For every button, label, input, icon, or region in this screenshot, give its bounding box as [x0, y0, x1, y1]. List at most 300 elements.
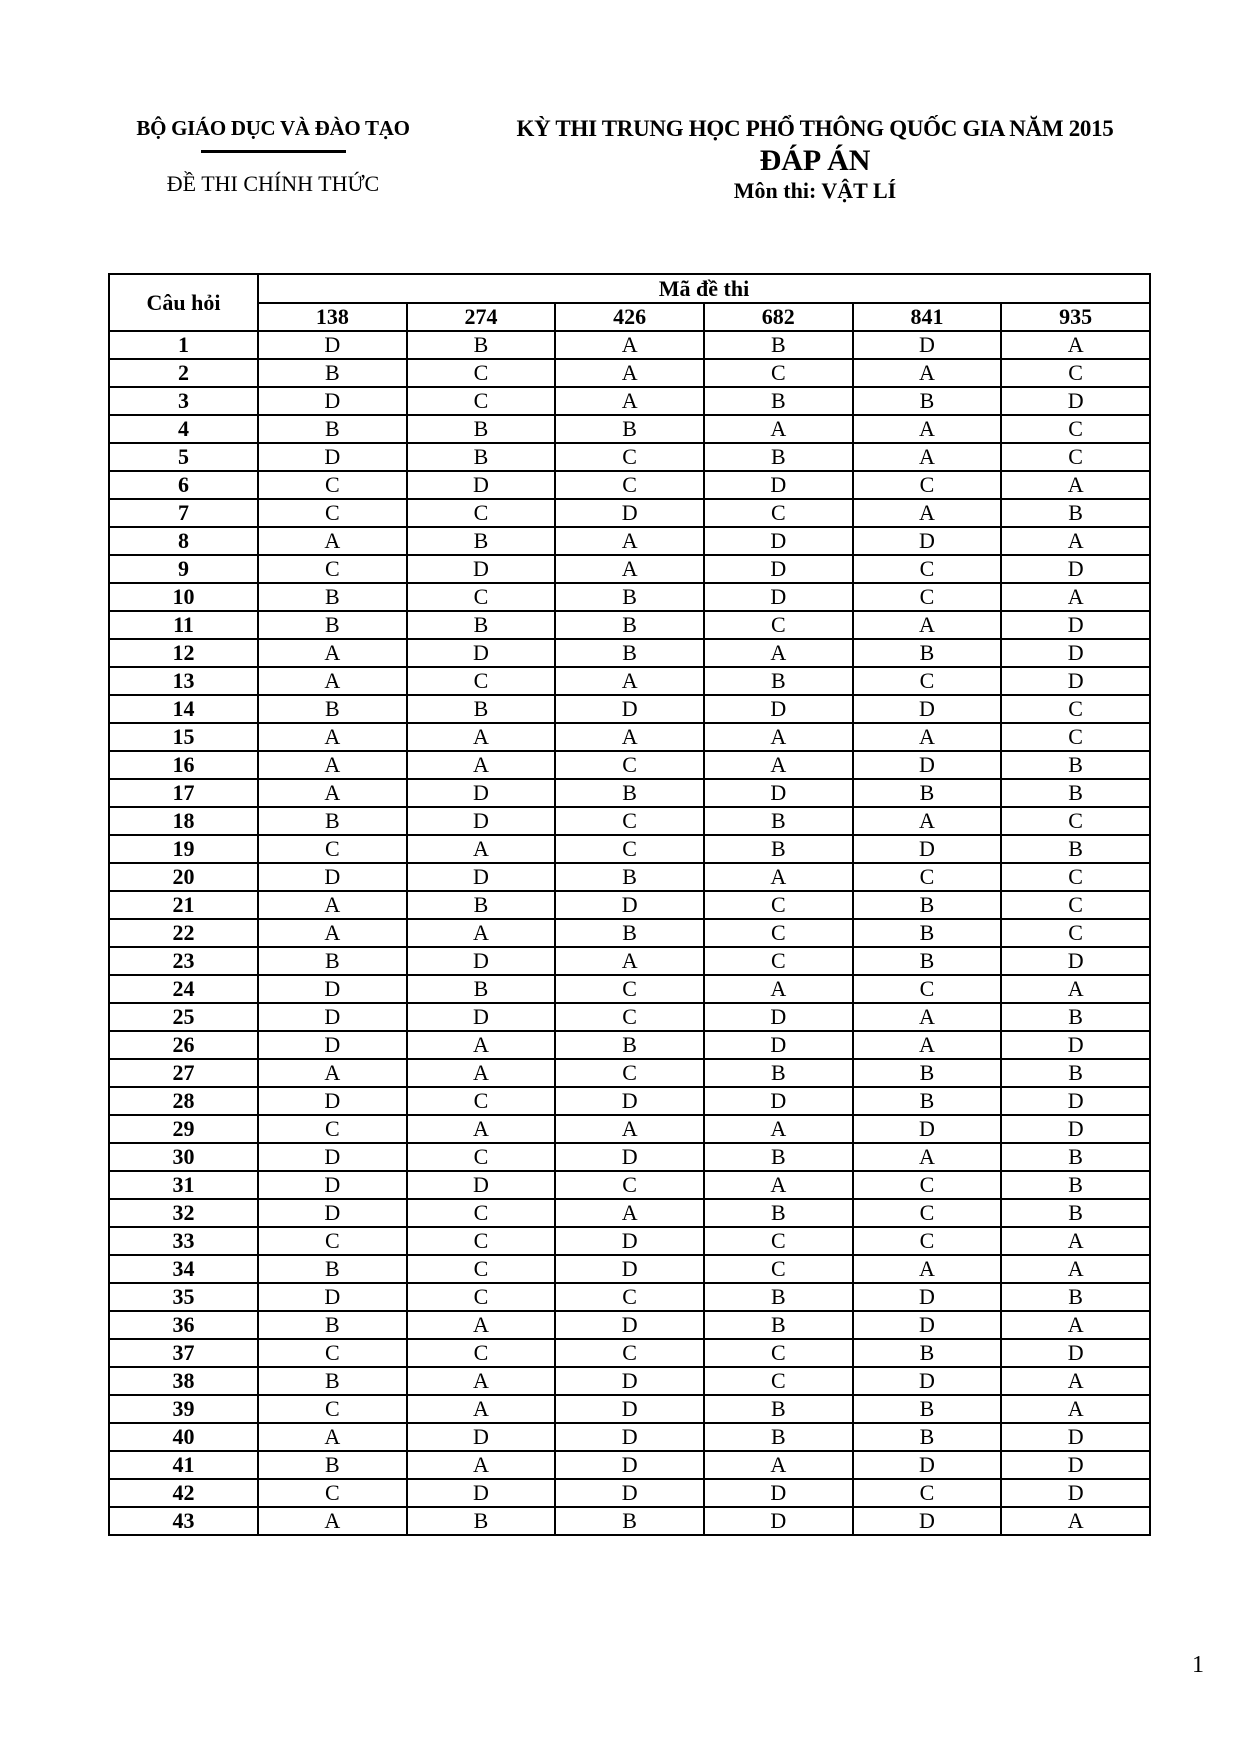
table-row [109, 1087, 1150, 1115]
answer-cell: B [704, 1199, 853, 1227]
answer-cell: B [1001, 1171, 1150, 1199]
answer-cell: C [555, 751, 704, 779]
answer-cell: A [853, 1255, 1002, 1283]
answer-cell: B [555, 639, 704, 667]
answer-cell: A [258, 1507, 407, 1535]
answer-cell: D [555, 1479, 704, 1507]
answer-cell: D [407, 1423, 556, 1451]
table-row [109, 499, 1150, 527]
answer-cell: C [407, 1227, 556, 1255]
answer-cell: B [853, 1087, 1002, 1115]
exam-title: KỲ THI TRUNG HỌC PHỔ THÔNG QUỐC GIA NĂM 2015 [516, 116, 1114, 141]
answer-cell: B [258, 611, 407, 639]
answer-cell: C [853, 471, 1002, 499]
question-number: 25 [109, 1003, 258, 1031]
question-number: 15 [109, 723, 258, 751]
question-number: 11 [109, 611, 258, 639]
answer-cell: C [704, 891, 853, 919]
title-block [470, 116, 1160, 204]
answer-cell: D [704, 527, 853, 555]
question-number: 5 [109, 443, 258, 471]
answer-cell: B [853, 779, 1002, 807]
table-row [109, 583, 1150, 611]
answer-cell: A [704, 723, 853, 751]
exam-code-group-header: Mã đề thi [258, 274, 1150, 303]
answer-cell: C [704, 359, 853, 387]
answer-cell: C [704, 611, 853, 639]
table-row [109, 1171, 1150, 1199]
answer-cell: D [1001, 387, 1150, 415]
answer-cell: B [407, 331, 556, 359]
answer-cell: B [1001, 1003, 1150, 1031]
table-row [109, 359, 1150, 387]
answer-cell: D [407, 947, 556, 975]
answer-cell: A [555, 387, 704, 415]
exam-code-header: 274 [407, 303, 556, 331]
table-row [109, 1199, 1150, 1227]
answer-cell: D [407, 863, 556, 891]
answer-cell: A [258, 527, 407, 555]
answer-cell: D [407, 1479, 556, 1507]
document-title: ĐÁP ÁN [759, 144, 871, 177]
answer-cell: B [258, 359, 407, 387]
table-row [109, 1423, 1150, 1451]
question-number: 10 [109, 583, 258, 611]
table-row [109, 527, 1150, 555]
answer-cell: D [258, 331, 407, 359]
question-number: 35 [109, 1283, 258, 1311]
answer-cell: D [704, 555, 853, 583]
table-row [109, 1507, 1150, 1535]
answer-cell: C [407, 667, 556, 695]
answer-cell: B [407, 891, 556, 919]
answer-cell: B [555, 415, 704, 443]
answer-cell: B [704, 1395, 853, 1423]
answer-cell: B [1001, 1059, 1150, 1087]
answer-cell: C [1001, 919, 1150, 947]
question-number: 6 [109, 471, 258, 499]
answer-cell: B [853, 891, 1002, 919]
answer-cell: D [1001, 667, 1150, 695]
answer-cell: D [704, 779, 853, 807]
answer-cell: C [853, 1227, 1002, 1255]
answer-cell: A [1001, 1311, 1150, 1339]
answer-cell: B [1001, 835, 1150, 863]
answer-cell: D [407, 471, 556, 499]
subject-label: Môn thi: VẬT LÍ [733, 178, 897, 203]
answer-cell: A [853, 807, 1002, 835]
answer-cell: B [258, 1255, 407, 1283]
answer-cell: A [407, 1395, 556, 1423]
answer-cell: A [407, 723, 556, 751]
answer-cell: C [1001, 415, 1150, 443]
answer-cell: A [258, 1423, 407, 1451]
answer-cell: B [704, 1143, 853, 1171]
table-row [109, 555, 1150, 583]
answer-cell: C [704, 1255, 853, 1283]
answer-cell: A [1001, 1367, 1150, 1395]
answer-cell: A [407, 751, 556, 779]
answer-cell: D [853, 835, 1002, 863]
answer-cell: C [1001, 443, 1150, 471]
answer-cell: B [258, 415, 407, 443]
answer-cell: C [555, 443, 704, 471]
table-row [109, 1143, 1150, 1171]
question-number: 4 [109, 415, 258, 443]
answer-cell: C [555, 471, 704, 499]
answer-cell: A [1001, 1227, 1150, 1255]
exam-code-header: 682 [704, 303, 853, 331]
answer-cell: A [704, 1451, 853, 1479]
answer-cell: A [555, 359, 704, 387]
question-number: 23 [109, 947, 258, 975]
answer-cell: D [258, 1283, 407, 1311]
answer-cell: A [258, 1059, 407, 1087]
answer-cell: A [704, 639, 853, 667]
answer-cell: B [555, 863, 704, 891]
answer-cell: C [1001, 359, 1150, 387]
answer-cell: A [407, 919, 556, 947]
question-number: 39 [109, 1395, 258, 1423]
answer-cell: C [258, 1479, 407, 1507]
answer-cell: D [853, 1451, 1002, 1479]
answer-cell: D [1001, 1479, 1150, 1507]
answer-cell: C [704, 1367, 853, 1395]
answer-cell: C [555, 1003, 704, 1031]
answer-cell: A [258, 891, 407, 919]
table-row [109, 331, 1150, 359]
answer-cell: D [555, 1451, 704, 1479]
answer-cell: C [853, 583, 1002, 611]
answer-cell: D [853, 1507, 1002, 1535]
answer-cell: B [704, 1311, 853, 1339]
answer-cell: D [555, 1087, 704, 1115]
question-number: 12 [109, 639, 258, 667]
answer-cell: B [407, 611, 556, 639]
answer-cell: B [555, 611, 704, 639]
answer-cell: A [704, 415, 853, 443]
answer-cell: B [407, 443, 556, 471]
answer-cell: A [704, 975, 853, 1003]
answer-cell: A [1001, 1255, 1150, 1283]
answer-cell: D [407, 1171, 556, 1199]
answer-cell: C [407, 1283, 556, 1311]
answer-cell: B [853, 1423, 1002, 1451]
answer-cell: D [555, 695, 704, 723]
answer-cell: B [704, 1059, 853, 1087]
answer-cell: B [704, 1423, 853, 1451]
answer-cell: A [853, 415, 1002, 443]
answer-cell: B [258, 1367, 407, 1395]
question-number: 1 [109, 331, 258, 359]
table-row [109, 1227, 1150, 1255]
table-row [109, 1255, 1150, 1283]
answer-cell: C [407, 1143, 556, 1171]
answer-cell: A [555, 331, 704, 359]
answer-cell: A [704, 1171, 853, 1199]
answer-cell: A [407, 1031, 556, 1059]
answer-cell: D [1001, 1451, 1150, 1479]
ministry-name: BỘ GIÁO DỤC VÀ ĐÀO TẠO [136, 116, 410, 140]
question-number: 42 [109, 1479, 258, 1507]
answer-cell: C [1001, 891, 1150, 919]
question-number: 7 [109, 499, 258, 527]
answer-cell: D [853, 1311, 1002, 1339]
page-number: 1 [1192, 1652, 1204, 1678]
table-row [109, 1115, 1150, 1143]
question-number: 40 [109, 1423, 258, 1451]
answer-cell: C [853, 667, 1002, 695]
table-row [109, 611, 1150, 639]
answer-cell: B [555, 779, 704, 807]
answer-cell: D [704, 1087, 853, 1115]
answer-cell: D [407, 1003, 556, 1031]
answer-cell: A [407, 1367, 556, 1395]
question-number: 29 [109, 1115, 258, 1143]
answer-cell: D [407, 807, 556, 835]
answer-cell: C [704, 1227, 853, 1255]
answer-cell: C [407, 499, 556, 527]
answers-body [109, 331, 1150, 1535]
answer-cell: A [1001, 1507, 1150, 1535]
table-row [109, 1031, 1150, 1059]
question-number: 20 [109, 863, 258, 891]
answer-cell: D [704, 471, 853, 499]
answer-cell: D [258, 443, 407, 471]
question-number: 8 [109, 527, 258, 555]
answer-cell: B [407, 695, 556, 723]
question-number: 22 [109, 919, 258, 947]
answer-cell: A [853, 611, 1002, 639]
answer-cell: A [1001, 527, 1150, 555]
answer-cell: A [407, 1059, 556, 1087]
answer-cell: A [258, 919, 407, 947]
answer-cell: B [1001, 499, 1150, 527]
answer-cell: A [853, 359, 1002, 387]
answer-cell: C [704, 1339, 853, 1367]
answer-cell: C [407, 359, 556, 387]
table-row [109, 975, 1150, 1003]
answer-cell: B [407, 975, 556, 1003]
answer-cell: D [258, 387, 407, 415]
table-row [109, 863, 1150, 891]
answer-cell: C [555, 1171, 704, 1199]
question-number: 30 [109, 1143, 258, 1171]
answer-cell: C [1001, 695, 1150, 723]
answer-cell: C [407, 1199, 556, 1227]
answer-cell: A [704, 1115, 853, 1143]
question-number: 32 [109, 1199, 258, 1227]
issuer-block [108, 116, 438, 197]
answer-cell: D [853, 527, 1002, 555]
answer-cell: A [258, 779, 407, 807]
answer-cell: C [555, 807, 704, 835]
answer-cell: D [1001, 947, 1150, 975]
table-row [109, 723, 1150, 751]
question-number: 21 [109, 891, 258, 919]
answer-cell: C [258, 499, 407, 527]
answer-cell: D [258, 863, 407, 891]
table-row [109, 1283, 1150, 1311]
table-row [109, 639, 1150, 667]
table-row [109, 1339, 1150, 1367]
exam-code-header: 935 [1001, 303, 1150, 331]
answer-cell: A [407, 835, 556, 863]
answer-cell: D [704, 1031, 853, 1059]
answer-cell: B [258, 695, 407, 723]
answer-cell: A [555, 947, 704, 975]
answer-cell: D [407, 555, 556, 583]
question-number: 19 [109, 835, 258, 863]
answer-cell: B [853, 387, 1002, 415]
exam-code-header: 138 [258, 303, 407, 331]
table-row [109, 751, 1150, 779]
answer-cell: D [1001, 1115, 1150, 1143]
answer-cell: D [555, 891, 704, 919]
table-row [109, 919, 1150, 947]
answer-cell: C [258, 471, 407, 499]
table-row [109, 1451, 1150, 1479]
answer-cell: B [407, 527, 556, 555]
table-row [109, 779, 1150, 807]
question-number: 43 [109, 1507, 258, 1535]
answer-cell: D [1001, 1031, 1150, 1059]
answer-cell: B [258, 1311, 407, 1339]
answer-cell: B [853, 1059, 1002, 1087]
answer-cell: A [853, 1031, 1002, 1059]
answer-cell: C [1001, 723, 1150, 751]
table-row [109, 387, 1150, 415]
answer-cell: D [407, 639, 556, 667]
answer-cell: C [1001, 863, 1150, 891]
answer-cell: D [853, 1115, 1002, 1143]
answer-cell: A [555, 555, 704, 583]
answer-cell: A [1001, 331, 1150, 359]
table-header-row [109, 274, 1150, 303]
answer-cell: C [853, 1479, 1002, 1507]
answer-cell: C [258, 835, 407, 863]
answer-cell: D [555, 1395, 704, 1423]
answer-cell: C [258, 1227, 407, 1255]
answer-cell: B [407, 415, 556, 443]
table-row [109, 1003, 1150, 1031]
question-number: 2 [109, 359, 258, 387]
answer-cell: A [704, 751, 853, 779]
question-number: 9 [109, 555, 258, 583]
answer-cell: D [1001, 611, 1150, 639]
table-row [109, 695, 1150, 723]
answer-cell: C [853, 1171, 1002, 1199]
question-number: 37 [109, 1339, 258, 1367]
answer-cell: D [555, 1255, 704, 1283]
exam-codes-row [109, 303, 1150, 331]
answer-cell: A [1001, 583, 1150, 611]
answer-cell: A [853, 499, 1002, 527]
answer-cell: B [853, 919, 1002, 947]
answer-cell: D [853, 1367, 1002, 1395]
answer-cell: A [258, 639, 407, 667]
answer-cell: B [1001, 751, 1150, 779]
answer-cell: D [555, 499, 704, 527]
question-number: 13 [109, 667, 258, 695]
answer-cell: D [853, 751, 1002, 779]
answer-cell: A [1001, 975, 1150, 1003]
question-number: 33 [109, 1227, 258, 1255]
table-row [109, 891, 1150, 919]
question-number: 31 [109, 1171, 258, 1199]
answer-cell: C [258, 1395, 407, 1423]
answer-cell: D [1001, 1087, 1150, 1115]
table-row [109, 471, 1150, 499]
answer-cell: D [258, 1199, 407, 1227]
answer-key-table [108, 273, 1151, 1536]
answer-cell: D [1001, 639, 1150, 667]
answer-cell: C [704, 499, 853, 527]
answer-cell: B [704, 443, 853, 471]
answer-cell: B [704, 667, 853, 695]
answer-cell: C [1001, 807, 1150, 835]
answer-cell: D [258, 975, 407, 1003]
answer-cell: C [555, 1059, 704, 1087]
answer-cell: D [258, 1143, 407, 1171]
answer-cell: A [407, 1115, 556, 1143]
question-number: 24 [109, 975, 258, 1003]
answer-cell: D [555, 1311, 704, 1339]
question-number: 41 [109, 1451, 258, 1479]
answer-cell: B [704, 807, 853, 835]
question-number: 26 [109, 1031, 258, 1059]
answer-cell: A [555, 1199, 704, 1227]
answer-cell: D [1001, 555, 1150, 583]
answer-cell: C [258, 555, 407, 583]
answer-cell: C [407, 1255, 556, 1283]
answer-cell: B [704, 1283, 853, 1311]
answer-cell: C [258, 1339, 407, 1367]
answer-cell: A [555, 527, 704, 555]
answer-cell: D [258, 1171, 407, 1199]
answer-cell: C [555, 835, 704, 863]
answer-cell: B [1001, 1143, 1150, 1171]
answer-cell: D [258, 1087, 407, 1115]
answer-cell: C [407, 1087, 556, 1115]
answer-cell: A [853, 1143, 1002, 1171]
table-row [109, 1367, 1150, 1395]
answer-cell: A [258, 751, 407, 779]
answer-cell: D [1001, 1423, 1150, 1451]
question-number: 36 [109, 1311, 258, 1339]
exam-code-header: 841 [853, 303, 1002, 331]
answer-cell: C [704, 947, 853, 975]
answer-cell: C [258, 1115, 407, 1143]
answer-cell: C [853, 555, 1002, 583]
question-number: 3 [109, 387, 258, 415]
answer-cell: C [853, 975, 1002, 1003]
answer-cell: B [258, 947, 407, 975]
answer-cell: A [853, 723, 1002, 751]
answer-cell: B [853, 1339, 1002, 1367]
answer-cell: C [555, 1283, 704, 1311]
answer-cell: C [704, 919, 853, 947]
answer-cell: B [1001, 1283, 1150, 1311]
question-column-header: Câu hỏi [109, 274, 258, 331]
answer-cell: D [407, 779, 556, 807]
answer-cell: B [1001, 1199, 1150, 1227]
question-number: 14 [109, 695, 258, 723]
answer-cell: B [853, 639, 1002, 667]
question-number: 28 [109, 1087, 258, 1115]
answer-cell: A [1001, 1395, 1150, 1423]
question-number: 18 [109, 807, 258, 835]
